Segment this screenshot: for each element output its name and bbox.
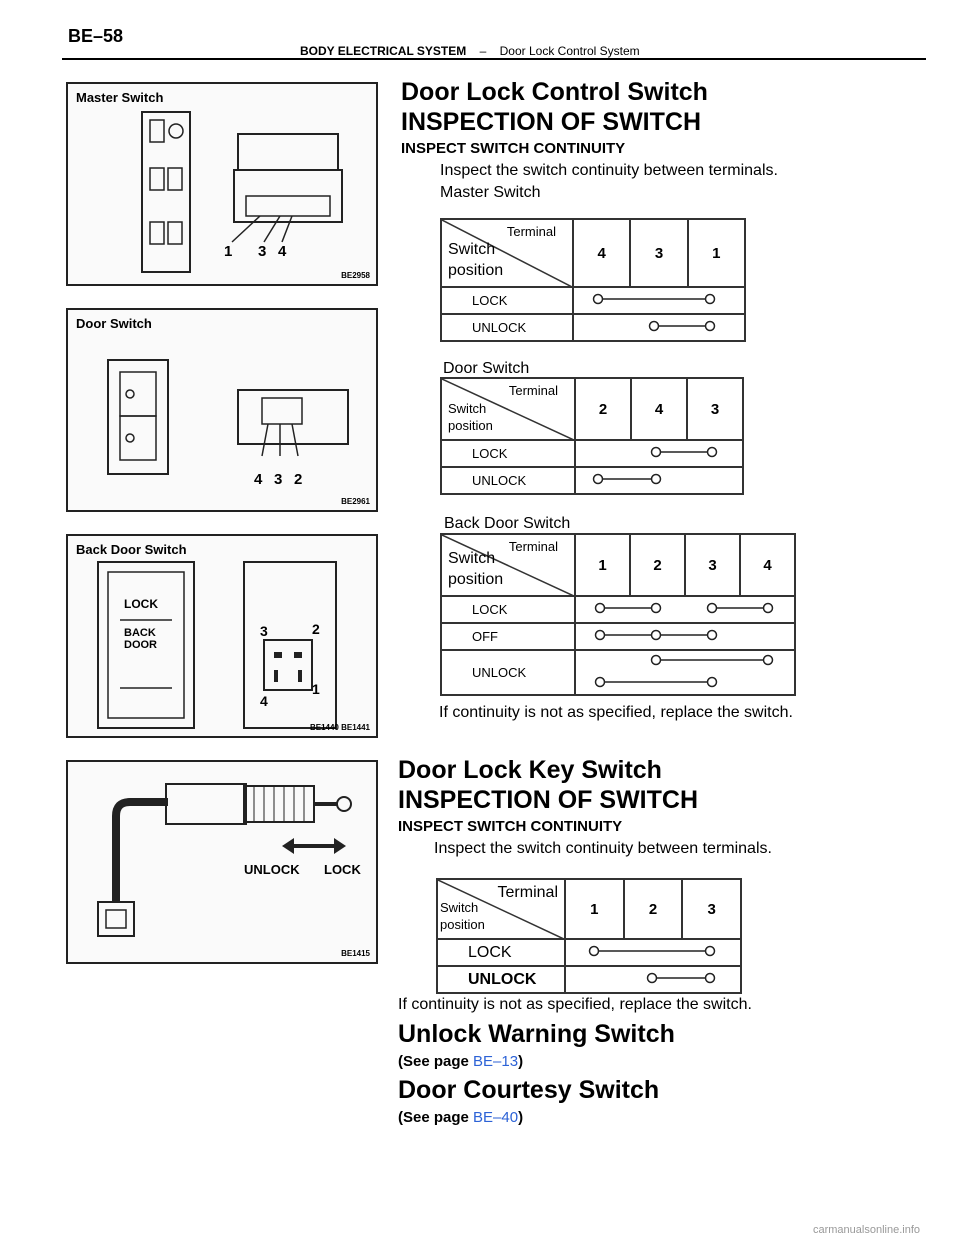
switch-header: Switch xyxy=(448,549,496,567)
master-switch-table xyxy=(440,218,746,342)
figure-title: Master Switch xyxy=(76,90,164,105)
row-label: UNLOCK xyxy=(441,314,573,341)
see-suffix: ) xyxy=(518,1053,524,1070)
pin-label: 4 xyxy=(254,471,263,488)
header-rule xyxy=(62,58,926,60)
row-label: LOCK xyxy=(441,596,575,623)
switch-back-text: BACK xyxy=(124,627,156,639)
position-header: position xyxy=(448,262,504,280)
figure-title: Door Switch xyxy=(76,316,152,331)
door-switch-label: Door Switch xyxy=(443,360,530,377)
switch-lock-text: LOCK xyxy=(124,597,158,611)
back-door-switch-figure xyxy=(66,534,378,738)
row-label: UNLOCK xyxy=(437,966,565,993)
replace-note: If continuity is not as specified, replace the switch. xyxy=(439,704,793,721)
watermark-footer: carmanualsonline.info xyxy=(812,1224,920,1236)
pin-label: 2 xyxy=(294,471,303,488)
see-prefix: (See page xyxy=(398,1109,474,1126)
terminal-col: 3 xyxy=(685,534,740,596)
pin-label: 3 xyxy=(274,471,283,488)
back-door-switch-label: Back Door Switch xyxy=(444,515,571,532)
figure-code: BE2958 xyxy=(341,271,370,280)
subsystem-name: Door Lock Control System xyxy=(499,44,640,58)
pin-label: 4 xyxy=(278,243,287,260)
see-page-ref xyxy=(398,1053,523,1070)
switch-door-text: DOOR xyxy=(124,639,157,651)
section-subtitle: INSPECTION OF SWITCH xyxy=(401,108,701,136)
pin-label: 2 xyxy=(312,621,320,637)
terminal-col: 4 xyxy=(573,219,630,287)
header-separator: – xyxy=(479,44,487,58)
terminal-col: 4 xyxy=(740,534,795,596)
system-name: BODY ELECTRICAL SYSTEM xyxy=(300,44,467,58)
figure-title: Back Door Switch xyxy=(76,542,187,557)
replace-note: If continuity is not as specified, replace the switch. xyxy=(398,996,752,1013)
see-page-ref xyxy=(398,1109,523,1126)
row-label: LOCK xyxy=(441,287,573,314)
terminal-col: 2 xyxy=(575,378,631,440)
row-label: UNLOCK xyxy=(441,467,575,494)
terminal-header: Terminal xyxy=(497,884,558,901)
row-label: LOCK xyxy=(437,939,565,966)
see-prefix: (See page xyxy=(398,1053,474,1070)
step-heading: INSPECT SWITCH CONTINUITY xyxy=(398,818,623,835)
switch-header: Switch xyxy=(448,400,487,416)
terminal-col: 3 xyxy=(630,219,687,287)
key-switch-table xyxy=(436,878,742,994)
pin-label: 1 xyxy=(312,681,320,697)
pin-label: 1 xyxy=(224,243,233,260)
table-corner xyxy=(437,879,565,939)
section-title: Unlock Warning Switch xyxy=(398,1020,675,1048)
table-corner xyxy=(441,378,575,440)
terminal-col: 1 xyxy=(565,879,624,939)
row-label: OFF xyxy=(441,623,575,650)
section-title: Door Lock Key Switch xyxy=(398,756,662,784)
figure-code: BE1415 xyxy=(341,949,370,958)
terminal-col: 3 xyxy=(682,879,741,939)
section-title: Door Lock Control Switch xyxy=(401,78,708,106)
pin-label: 3 xyxy=(260,623,268,639)
terminal-col: 2 xyxy=(630,534,685,596)
page-number: BE–58 xyxy=(68,26,124,46)
terminal-col: 1 xyxy=(575,534,630,596)
master-switch-label: Master Switch xyxy=(440,184,541,201)
terminal-header: Terminal xyxy=(508,383,558,398)
page-link[interactable]: BE–13 xyxy=(473,1053,519,1070)
master-switch-figure xyxy=(66,82,378,286)
section-subtitle: INSPECTION OF SWITCH xyxy=(398,786,698,814)
key-switch-figure xyxy=(66,760,378,964)
row-label: LOCK xyxy=(441,440,575,467)
instruction-text: Inspect the switch continuity between terminals. xyxy=(440,162,778,179)
terminal-col: 4 xyxy=(631,378,687,440)
lock-direction-label: LOCK xyxy=(324,862,361,877)
terminal-col: 1 xyxy=(688,219,745,287)
terminal-col: 3 xyxy=(687,378,743,440)
terminal-header: Terminal xyxy=(506,224,556,239)
key-switch-drawing xyxy=(68,762,376,962)
position-header: position xyxy=(448,418,493,434)
terminal-col: 2 xyxy=(624,879,683,939)
see-suffix: ) xyxy=(518,1109,524,1126)
page-link[interactable]: BE–40 xyxy=(473,1109,519,1126)
figure-code: BE2961 xyxy=(341,497,370,506)
back-door-switch-drawing xyxy=(68,536,376,736)
master-switch-drawing xyxy=(68,84,376,284)
terminal-header: Terminal xyxy=(508,539,558,554)
section-title: Door Courtesy Switch xyxy=(398,1076,660,1104)
section-header xyxy=(300,44,640,58)
door-switch-figure xyxy=(66,308,378,512)
table-corner xyxy=(441,534,575,596)
figure-code: BE1440 BE1441 xyxy=(309,723,370,732)
table-corner xyxy=(441,219,573,287)
door-switch-table xyxy=(440,377,744,495)
pin-label: 4 xyxy=(260,693,268,709)
step-heading: INSPECT SWITCH CONTINUITY xyxy=(401,140,626,157)
position-header: position xyxy=(440,917,485,933)
unlock-direction-label: UNLOCK xyxy=(244,862,300,877)
switch-header: Switch xyxy=(440,899,479,915)
instruction-text: Inspect the switch continuity between terminals. xyxy=(434,840,772,857)
position-header: position xyxy=(448,571,504,589)
door-switch-drawing xyxy=(68,310,376,510)
row-label: UNLOCK xyxy=(441,650,575,695)
pin-label: 3 xyxy=(258,243,267,260)
switch-header: Switch xyxy=(448,240,496,258)
back-door-switch-table xyxy=(440,533,796,696)
